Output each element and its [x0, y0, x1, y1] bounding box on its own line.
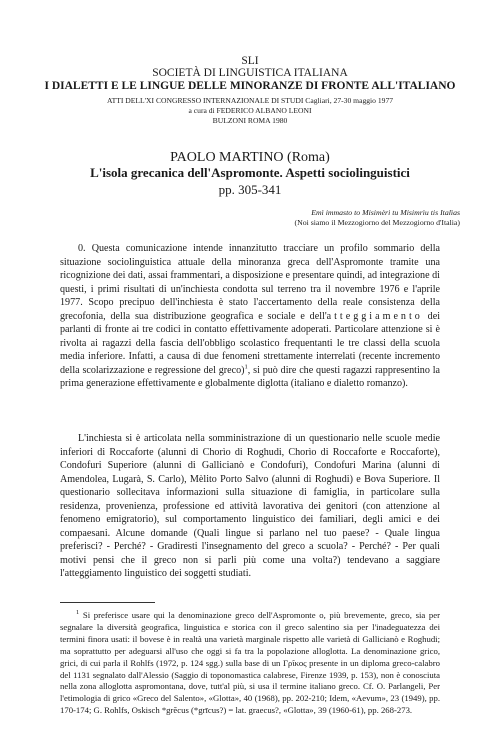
spaced-word: atteggiamento	[326, 310, 423, 322]
paragraph-1-text-b: dei parlanti di fronte ai tre codici in contatto effettivamente adoperati. Particolare attenzione si è rivolta ai ragazzi della fascia dell'obbligo scolastico frequentanti le tre classi della scuola media inferiore. Infatti, a causa di due fenomeni strettamente interrelati (recente incremento della scolarizzazione e regressione del greco)	[60, 310, 440, 376]
paper-pages: pp. 305-341	[218, 182, 282, 197]
header-society: SOCIETÀ DI LINGUISTICA ITALIANA	[152, 67, 348, 79]
proceedings-info: ATTI DELL'XI CONGRESSO INTERNAZIONALE DI STUDI Cagliari, 27-30 maggio 1977	[106, 96, 394, 105]
editor-line: a cura di FEDERICO ALBANO LEONI	[188, 106, 312, 115]
publisher-line: BULZONI ROMA 1980	[212, 116, 288, 125]
paper-author: PAOLO MARTINO (Roma)	[170, 150, 330, 165]
paragraph-1-text-c: , si può dire che questi ragazzi rappresentino la prima generazione effettivamente e globalmente diglotta (italiano e dialetto romanzo).	[60, 364, 440, 390]
paper-title: L'isola grecanica dell'Aspromonte. Aspetti sociolinguistici	[90, 165, 410, 180]
footnote-text: Si preferisce usare qui la denominazione greco dell'Aspromonte o, più brevemente, greco, sia per segnalare la diversità geografica, linguistica e storica con il greco salentino sia per l'inadeguatezza dei termini finora usati: il bovese è in realtà una varietà marginale rispetto alle varietà di Gallicianò e Roghudi; ma soprattutto per adeguarsi all'uso che oggi si fa tra la popolazione alloglotta. La denominazione grico, grici, di cui parla il Rohlfs (1972, p. 124 sgg.) sulla base di un Γρῖκος presente in un diploma greco-calabro del 1131 segnalato dall'Alessio (Saggio di toponomastica calabrese, Firenze 1939, p. 153), non è conosciuta nella zona alloglotta aspromontana, dove, tutt'al più, si usa il termine italiano greco. Cf. O. Parlangeli, Per l'etimologia di grico «Greco del Salento», «Glotta», 40 (1968), pp. 202-210; Idem, «Aevum», 23 (1949), pp. 170-174; G. Rohlfs, Oskisch *grĕcus (*grīcus?) = lat. graecus?, «Glotta», 39 (1960-61), pp. 268-273.	[60, 610, 441, 716]
body-paragraph-2: L'inchiesta si è articolata nella somministrazione di un questionario nelle scuole medie inferiori di Roccaforte (alunni di Chorìo di Roghudi, Chorìo di Roccaforte e Roccaforte), Condofuri Superiore (alunni di Gallicianò e Condofuri), Condofuri Marina (alunni di Amendolea, Lugarà, S. Carlo), Mèlito Porto Salvo (alunni di Roghudi) e Bova Superiore. Il questionario sollecitava informazioni sulla situazione di famiglia, in particolare sulla residenza, provenienza, professione ed attività lavorativa dei genitori (con attenzione al fenomeno emigratorio), sul comportamento linguistico dei familiari, degli amici e dei compaesani. Alcune domande (Quali lingue si parlano nel tuo paese? - Quale lingua preferisci? - Perché? - Gradiresti l'insegnamento del greco a scuola? - Perché? - Per quali motivi pensi che il greco non si parli più come una volta?) tendevano a saggiare l'atteggiamento linguistico dei soggetti studiati.	[60, 433, 440, 580]
volume-title: I DIALETTI E LE LINGUE DELLE MINORANZE DI FRONTE ALL'ITALIANO	[44, 80, 456, 92]
header-sli: SLI	[241, 55, 259, 67]
paragraph-1-text-a: 0. Questa comunicazione intende innanzitutto tracciare un profilo sommario della situazione sociolinguistica attuale della minoranza greca dell'Aspromonte tramite una ricognizione dei dati, assai frammentari, a disposizione e presentare quindi, ad integrazione di questi, i primi risultati di un'inchiesta condotta sul terreno tra il novembre 1976 e l'aprile 1977. Scopo precipuo dell'inchiesta è stato l'accertamento della reale consistenza della grecofonia, della sua distribuzione geografica e sociale e dell'	[60, 243, 440, 322]
body-paragraph-1	[60, 242, 440, 391]
footnote-reference[interactable]: 1	[244, 363, 248, 371]
footnote-1	[60, 610, 440, 717]
epigraph-translation: (Noi siamo il Mezzogiorno del Mezzogiorno d'Italia)	[294, 218, 460, 227]
footnote-separator	[60, 602, 155, 603]
epigraph-greek: Emì immasto to Misimèri tu Misimrìu tis Italìas	[311, 208, 460, 217]
footnote-mark: 1	[76, 609, 80, 617]
